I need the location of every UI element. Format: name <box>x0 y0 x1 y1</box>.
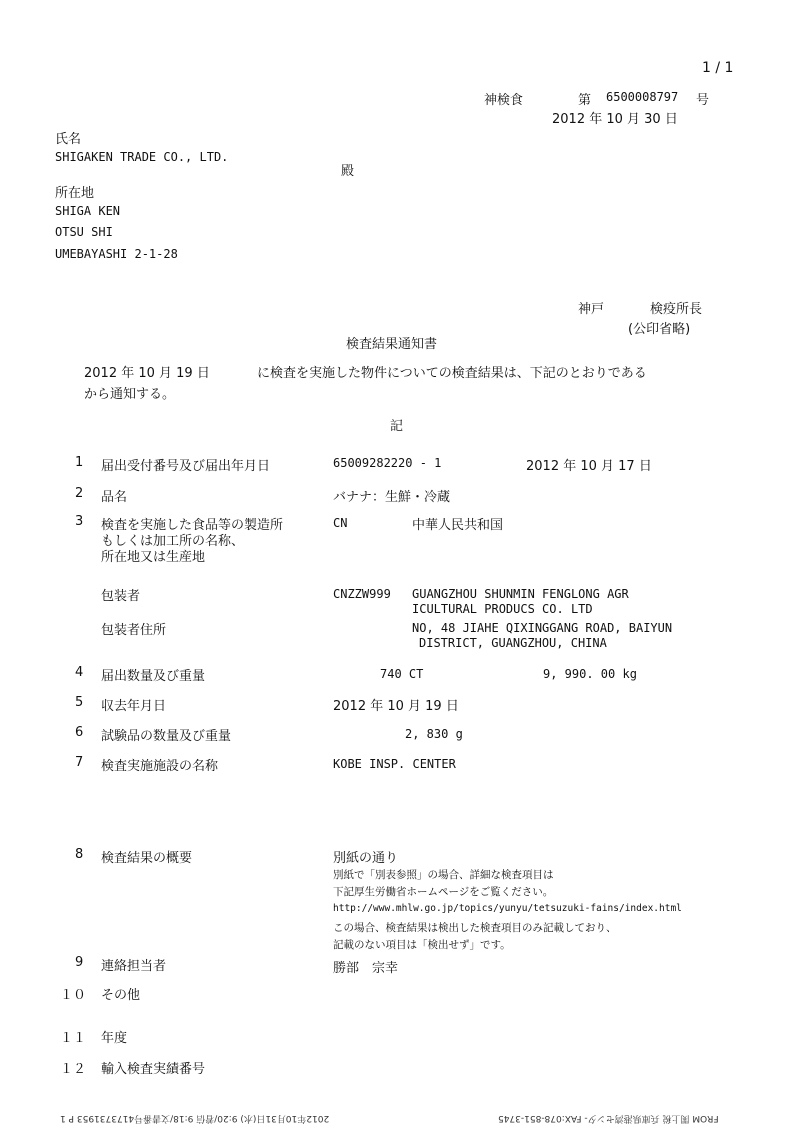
fax-footer-right: FROM 関上税 兵庫県港湾セン夕- FAX:078-851-3745 <box>498 1113 719 1123</box>
item-number: １１ <box>60 1031 87 1046</box>
item-number: １２ <box>60 1062 87 1077</box>
page-number: 1 / 1 <box>702 60 734 76</box>
notification-number: 65009282220 - 1 <box>333 456 442 470</box>
fax-footer-left: 2012年10月31日(水) 9:20/着信 9:18/文書番号4173731953 P 1 <box>60 1113 330 1123</box>
packer-code: CNZZW999 <box>333 587 391 601</box>
result-note-line: 記載のない項目は「検出せず」です。 <box>333 939 511 951</box>
address-line: SHIGA KEN <box>55 204 121 218</box>
item-label: 品名 <box>101 490 128 505</box>
seal-note: (公印省略) <box>628 322 691 337</box>
ref-no-prefix: 第 <box>578 93 592 108</box>
item-label: 検査実施施設の名称 <box>101 759 219 774</box>
sample-weight: 2, 830 g <box>405 727 463 741</box>
item-number: １０ <box>60 988 87 1003</box>
sampling-date: 2012 年 10 月 19 日 <box>333 699 459 714</box>
intro-line-1: に検査を実施した物件についての検査結果は、下記のとおりである <box>257 366 647 381</box>
address-line: OTSU SHI <box>55 225 113 239</box>
declared-weight: 9, 990. 00 kg <box>543 667 637 681</box>
item-label: 連絡担当者 <box>101 959 167 974</box>
country-name: 中華人民共和国 <box>412 518 504 533</box>
item-number: 5 <box>75 695 84 710</box>
item-label: 年度 <box>101 1031 128 1046</box>
item-number: 3 <box>75 514 84 529</box>
result-note-line: 別紙で「別表参照」の場合、詳細な検査項目は <box>333 869 554 881</box>
issuer-city: 神戸 <box>578 302 605 317</box>
item-label: 届出数量及び重量 <box>101 669 206 684</box>
item-label: 収去年月日 <box>101 699 167 714</box>
item-label: 届出受付番号及び届出年月日 <box>101 459 271 474</box>
issuer-title: 検疫所長 <box>650 302 703 317</box>
inspection-facility: KOBE INSP. CENTER <box>333 757 456 771</box>
result-note-line: この場合、検査結果は検出した検査項目のみ記載しており、 <box>333 922 617 934</box>
item-number: 8 <box>75 847 84 862</box>
packer-name-line: ICULTURAL PRODUCS CO. LTD <box>412 602 593 616</box>
item-number: 1 <box>75 455 84 470</box>
item-number: 2 <box>75 486 84 501</box>
result-note-url: http://www.mhlw.go.jp/topics/yunyu/tetsuzuki-fains/index.html <box>333 903 682 914</box>
result-summary: 別紙の通り <box>333 851 399 866</box>
packer-address-line: DISTRICT, GUANGZHOU, CHINA <box>419 636 607 650</box>
contact-person: 勝部 宗幸 <box>333 961 399 976</box>
address-label: 所在地 <box>55 186 95 201</box>
name-label: 氏名 <box>55 132 82 147</box>
item-number: 9 <box>75 955 84 970</box>
document-title: 検査結果通知書 <box>346 337 438 352</box>
ref-date: 2012 年 10 月 30 日 <box>552 112 678 127</box>
packer-name-line: GUANGZHOU SHUNMIN FENGLONG AGR <box>412 587 629 601</box>
result-note-line: 下記厚生労働省ホームページをご覧ください。 <box>333 886 554 898</box>
notification-date: 2012 年 10 月 17 日 <box>526 459 652 474</box>
product-name: バナナ：生鮮・冷蔵 <box>333 490 451 505</box>
address-line: UMEBAYASHI 2-1-28 <box>55 247 178 261</box>
item-number: 4 <box>75 665 84 680</box>
packer-address-line: NO, 48 JIAHE QIXINGGANG ROAD, BAIYUN <box>412 621 673 635</box>
intro-date: 2012 年 10 月 19 日 <box>84 366 210 381</box>
item-label: もしくは加工所の名称、 <box>101 534 245 549</box>
intro-line-2: から通知する。 <box>84 387 176 402</box>
item-label: 検査を実施した食品等の製造所 <box>101 518 284 533</box>
country-code: CN <box>333 516 348 530</box>
ref-number: 6500008797 <box>606 90 679 104</box>
item-number: 7 <box>75 755 84 770</box>
item-label: 試験品の数量及び重量 <box>101 729 232 744</box>
item-label: 所在地又は生産地 <box>101 550 206 565</box>
item-label: その他 <box>101 988 141 1003</box>
ref-no-suffix: 号 <box>696 93 710 108</box>
item-label: 輸入検査実績番号 <box>101 1062 206 1077</box>
ki-mark: 記 <box>390 419 404 434</box>
item-label: 検査結果の概要 <box>101 851 193 866</box>
honorific: 殿 <box>341 164 355 179</box>
office-code: 神検食 <box>484 93 524 108</box>
packer-label: 包装者 <box>101 589 141 604</box>
item-number: 6 <box>75 725 84 740</box>
declared-quantity: 740 CT <box>380 667 424 681</box>
recipient-name: SHIGAKEN TRADE CO., LTD. <box>55 150 229 164</box>
packer-address-label: 包装者住所 <box>101 623 167 638</box>
